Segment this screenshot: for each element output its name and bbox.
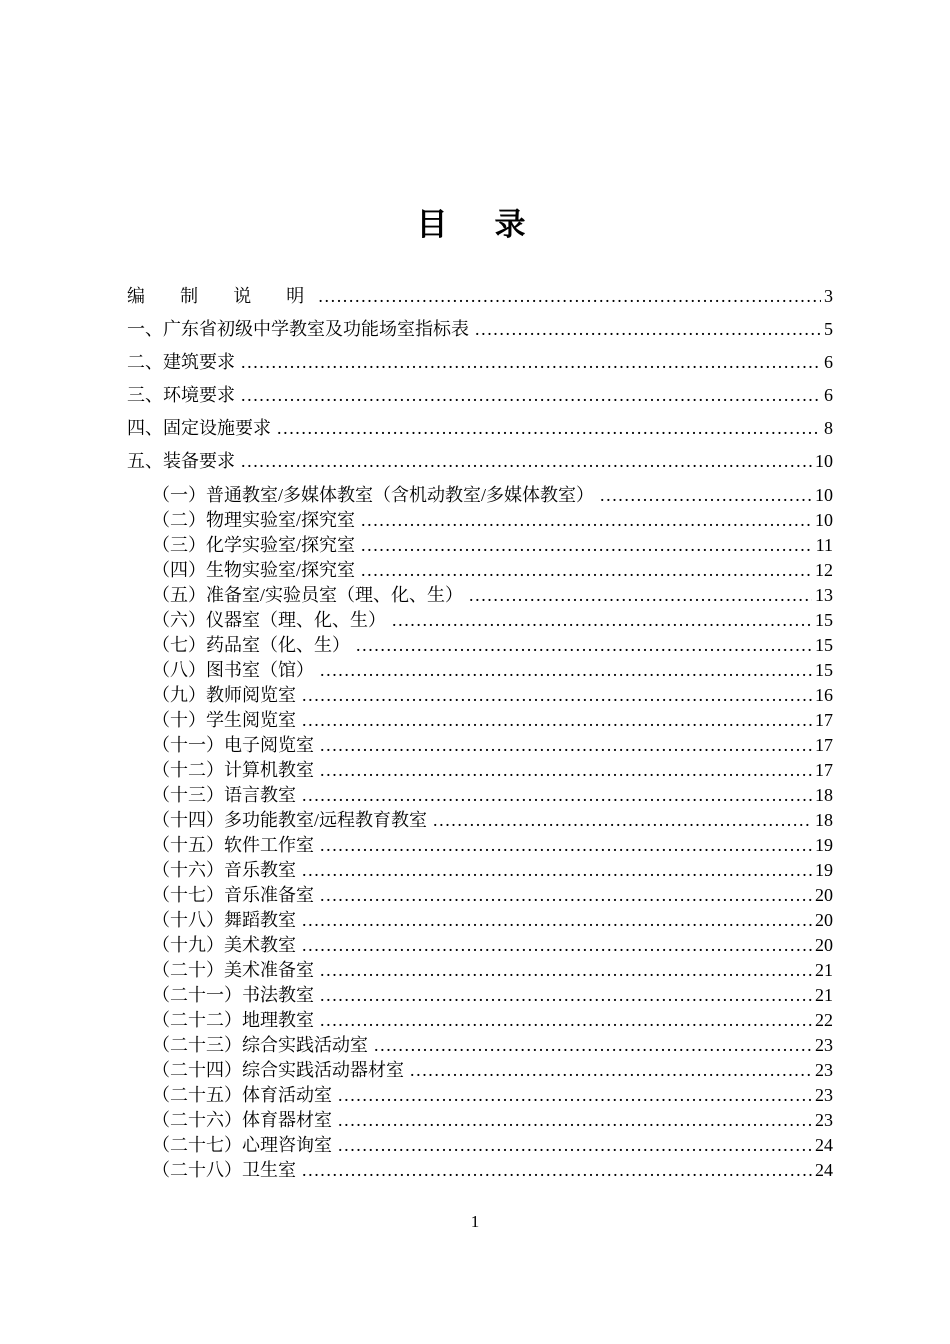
toc-entry[interactable] <box>152 858 833 883</box>
toc-entry[interactable] <box>152 533 833 558</box>
toc-entry-label: （一）普通教室/多媒体教室（含机动教室/多媒体教室） <box>152 485 594 505</box>
toc-entry-label: （三）化学实验室/探究室 <box>152 535 355 555</box>
toc-entry[interactable] <box>152 558 833 583</box>
dot-leader <box>475 313 821 346</box>
toc-entry-label: （七）药品室（化、生） <box>152 635 350 655</box>
dot-leader <box>320 958 812 983</box>
toc-entry-page-number: 6 <box>824 352 833 372</box>
toc-entry[interactable] <box>127 379 833 412</box>
toc-entry-page-number: 20 <box>815 935 833 955</box>
toc-entry-label: （十二）计算机教室 <box>152 760 314 780</box>
dot-leader <box>302 783 812 808</box>
toc-entry-page-number: 17 <box>815 710 833 730</box>
toc-entry[interactable] <box>152 908 833 933</box>
toc-entry-page-number: 21 <box>815 985 833 1005</box>
toc-entry-label: 四、固定设施要求 <box>127 418 271 438</box>
toc-entry-page-number: 18 <box>815 810 833 830</box>
dot-leader <box>320 883 812 908</box>
toc-entry-page-number: 11 <box>815 535 833 555</box>
toc-entry-page-number: 21 <box>815 960 833 980</box>
toc-entry[interactable] <box>152 733 833 758</box>
toc-entry[interactable] <box>152 508 833 533</box>
toc-entry-page-number: 22 <box>815 1010 833 1030</box>
dot-leader <box>338 1133 812 1158</box>
toc-entry-page-number: 3 <box>824 286 833 306</box>
toc-entry[interactable] <box>152 708 833 733</box>
toc-entry-label: （十三）语言教室 <box>152 785 296 805</box>
toc-entry-label: （五）准备室/实验员室（理、化、生） <box>152 585 463 605</box>
dot-leader <box>302 708 812 733</box>
dot-leader <box>433 808 812 833</box>
toc-entry[interactable] <box>152 1108 833 1133</box>
toc-entry-label: （九）教师阅览室 <box>152 685 296 705</box>
toc-entry[interactable] <box>152 583 833 608</box>
toc-entry-page-number: 17 <box>815 735 833 755</box>
toc-entry-page-number: 19 <box>815 835 833 855</box>
toc-entry-label: （二十三）综合实践活动室 <box>152 1035 368 1055</box>
dot-leader <box>302 858 812 883</box>
dot-leader <box>302 683 812 708</box>
toc-entry-label: （二十一）书法教室 <box>152 985 314 1005</box>
toc-entry-label: （十九）美术教室 <box>152 935 296 955</box>
dot-leader <box>469 583 812 608</box>
dot-leader <box>241 346 821 379</box>
toc-entry[interactable] <box>152 833 833 858</box>
toc-entry-page-number: 23 <box>815 1085 833 1105</box>
toc-entry-page-number: 5 <box>824 319 833 339</box>
toc-entry-page-number: 10 <box>815 451 833 471</box>
dot-leader <box>320 658 812 683</box>
toc-entry[interactable] <box>152 1008 833 1033</box>
toc-entry-label: （十一）电子阅览室 <box>152 735 314 755</box>
toc-entry-page-number: 16 <box>815 685 833 705</box>
toc-entry-page-number: 12 <box>815 560 833 580</box>
toc-entry[interactable] <box>127 313 833 346</box>
dot-leader <box>361 558 812 583</box>
dot-leader <box>320 758 812 783</box>
toc-entry[interactable] <box>152 483 833 508</box>
toc-entry[interactable] <box>152 683 833 708</box>
toc-entry-label: （二十八）卫生室 <box>152 1160 296 1180</box>
dot-leader <box>392 608 812 633</box>
toc-entry-label: （六）仪器室（理、化、生） <box>152 610 386 630</box>
toc-entry-label: （十五）软件工作室 <box>152 835 314 855</box>
toc-entry-page-number: 8 <box>824 418 833 438</box>
toc-entry-page-number: 10 <box>815 510 833 530</box>
toc-entry-label: （四）生物实验室/探究室 <box>152 560 355 580</box>
dot-leader <box>320 1008 812 1033</box>
toc-entry-label: （二十四）综合实践活动器材室 <box>152 1060 404 1080</box>
toc-entry-label: 二、建筑要求 <box>127 352 235 372</box>
dot-leader <box>374 1033 812 1058</box>
toc-entry-page-number: 24 <box>815 1135 833 1155</box>
toc-entry-page-number: 15 <box>815 610 833 630</box>
toc-entry[interactable] <box>127 412 833 445</box>
page-number-footer: 1 <box>470 1212 480 1231</box>
toc-entry-label: （二十二）地理教室 <box>152 1010 314 1030</box>
toc-entry[interactable] <box>127 280 833 313</box>
dot-leader <box>302 908 812 933</box>
dot-leader <box>302 1158 812 1183</box>
toc-entry[interactable] <box>152 1158 833 1183</box>
toc-entry[interactable] <box>152 808 833 833</box>
toc-entry-label: （二十五）体育活动室 <box>152 1085 332 1105</box>
toc-entry-label: 三、环境要求 <box>127 385 235 405</box>
dot-leader <box>410 1058 812 1083</box>
dot-leader <box>600 483 812 508</box>
toc-entry-label: 一、广东省初级中学教室及功能场室指标表 <box>127 319 469 339</box>
toc-entry-label: （十六）音乐教室 <box>152 860 296 880</box>
toc-entry[interactable] <box>152 1133 833 1158</box>
toc-entry-label: （八）图书室（馆） <box>152 660 314 680</box>
toc-entry[interactable] <box>152 1033 833 1058</box>
toc-entry[interactable] <box>152 958 833 983</box>
dot-leader <box>361 533 813 558</box>
dot-leader <box>302 933 812 958</box>
toc-entry-page-number: 20 <box>815 910 833 930</box>
toc-entry-page-number: 23 <box>815 1060 833 1080</box>
toc-entry-label: （十七）音乐准备室 <box>152 885 314 905</box>
toc-entry-label: （二十七）心理咨询室 <box>152 1135 332 1155</box>
toc-entry-label: （十）学生阅览室 <box>152 710 296 730</box>
toc-entry-page-number: 6 <box>824 385 833 405</box>
toc-entry-label: 编制说明 <box>127 286 340 306</box>
toc-entry[interactable] <box>152 758 833 783</box>
toc-entry-page-number: 20 <box>815 885 833 905</box>
dot-leader <box>338 1108 812 1133</box>
dot-leader <box>361 508 812 533</box>
toc-entry-page-number: 24 <box>815 1160 833 1180</box>
toc-entry[interactable] <box>152 608 833 633</box>
toc-entry[interactable] <box>152 983 833 1008</box>
toc-entry-page-number: 15 <box>815 635 833 655</box>
toc-entry-page-number: 23 <box>815 1035 833 1055</box>
toc-entry-page-number: 18 <box>815 785 833 805</box>
toc-entry-label: （十四）多功能教室/远程教育教室 <box>152 810 427 830</box>
toc-entry-label: 五、装备要求 <box>127 451 235 471</box>
dot-leader <box>320 733 812 758</box>
dot-leader <box>338 1083 812 1108</box>
dot-leader <box>241 379 821 412</box>
toc-entry[interactable] <box>127 445 833 478</box>
dot-leader <box>318 280 821 313</box>
dot-leader <box>320 983 812 1008</box>
toc-entry-page-number: 17 <box>815 760 833 780</box>
dot-leader <box>320 833 812 858</box>
toc-entry-label: （二十）美术准备室 <box>152 960 314 980</box>
toc-entry-page-number: 13 <box>815 585 833 605</box>
toc-entry[interactable] <box>152 633 833 658</box>
toc-entry[interactable] <box>152 783 833 808</box>
toc-entry-label: （十八）舞蹈教室 <box>152 910 296 930</box>
page-title: 目 录 <box>416 207 534 242</box>
toc-entry[interactable] <box>152 658 833 683</box>
toc-entry[interactable] <box>152 883 833 908</box>
dot-leader <box>277 412 821 445</box>
toc-entry[interactable] <box>152 933 833 958</box>
toc-entry[interactable] <box>152 1083 833 1108</box>
toc-entry[interactable] <box>127 346 833 379</box>
table-of-contents <box>127 280 833 1183</box>
toc-entry-page-number: 15 <box>815 660 833 680</box>
toc-entry-page-number: 10 <box>815 485 833 505</box>
toc-entry-page-number: 23 <box>815 1110 833 1130</box>
toc-entry-page-number: 19 <box>815 860 833 880</box>
dot-leader <box>356 633 812 658</box>
toc-entry-label: （二）物理实验室/探究室 <box>152 510 355 530</box>
toc-entry-label: （二十六）体育器材室 <box>152 1110 332 1130</box>
toc-entry[interactable] <box>152 1058 833 1083</box>
dot-leader <box>241 445 812 478</box>
